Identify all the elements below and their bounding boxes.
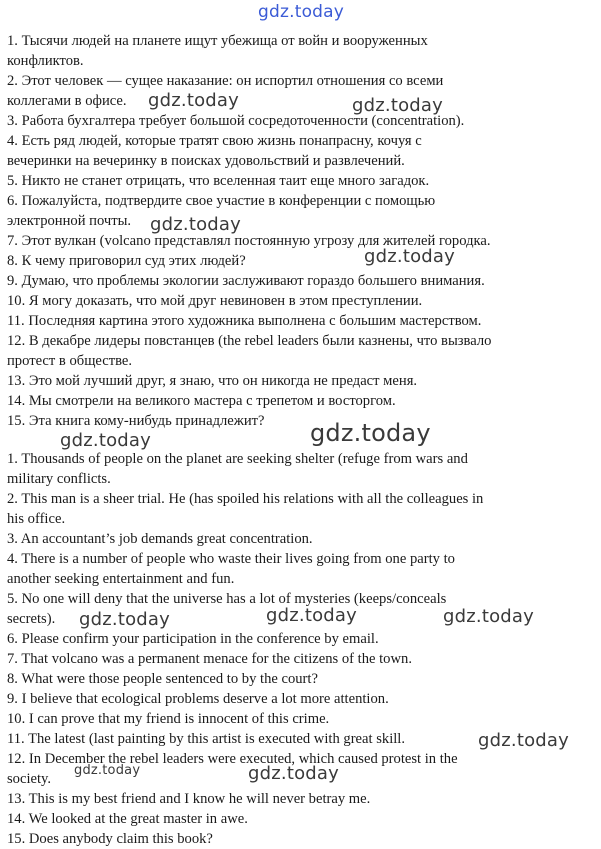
en-line: 9. I believe that ecological problems deserve a lot more attention. xyxy=(7,691,389,707)
watermark-text: gdz.today xyxy=(266,605,358,626)
watermark-text: gdz.today xyxy=(79,609,171,630)
en-line: his office. xyxy=(7,511,66,527)
watermark-text: gdz.today xyxy=(364,246,456,267)
ru-line: 5. Никто не станет отрицать, что вселенная таит еще много загадок. xyxy=(7,173,430,189)
ru-line: коллегами в офисе. xyxy=(7,93,127,109)
ru-line: 12. В декабре лидеры повстанцев (the rebel leaders были казнены, что вызвало xyxy=(7,333,492,349)
en-line: 5. No one will deny that the universe has a lot of mysteries (keeps/conceals xyxy=(7,591,447,607)
en-line: 11. The latest (last painting by this artist is executed with great skill. xyxy=(7,731,406,747)
en-line: 6. Please confirm your participation in the conference by email. xyxy=(7,631,379,647)
en-line: 7. That volcano was a permanent menace for the citizens of the town. xyxy=(7,651,412,667)
en-line: secrets). xyxy=(7,611,56,627)
watermark-text: gdz.today xyxy=(310,419,431,447)
en-line: 12. In December the rebel leaders were executed, which caused protest in the xyxy=(7,751,458,767)
en-line: 4. There is a number of people who waste their lives going from one party to xyxy=(7,551,455,567)
en-line: 13. This is my best friend and I know he will never betray me. xyxy=(7,791,371,807)
ru-line: 9. Думаю, что проблемы экологии заслуживают гораздо большего внимания. xyxy=(7,273,485,289)
ru-line: 1. Тысячи людей на планете ищут убежища от войн и вооруженных xyxy=(7,33,428,49)
ru-line: протест в обществе. xyxy=(7,353,133,369)
en-line: 2. This man is a sheer trial. He (has spoiled his relations with all the colleagues in xyxy=(7,491,484,507)
en-line: 15. Does anybody claim this book? xyxy=(7,831,213,847)
ru-line: 3. Работа бухгалтера требует большой сосредоточенности (concentration). xyxy=(7,113,465,129)
ru-line: 15. Эта книга кому-нибудь принадлежит? xyxy=(7,413,265,429)
en-line: 14. We looked at the great master in awe. xyxy=(7,811,248,827)
watermark-text: gdz.today xyxy=(74,763,141,778)
ru-line: 7. Этот вулкан (volcano представлял постоянную угрозу для жителей городка. xyxy=(7,233,491,249)
ru-line: конфликтов. xyxy=(7,53,84,69)
ru-line: 10. Я могу доказать, что мой друг невиновен в этом преступлении. xyxy=(7,293,423,309)
ru-line: 11. Последняя картина этого художника выполнена с большим мастерством. xyxy=(7,313,482,329)
watermark-text: gdz.today xyxy=(352,95,444,116)
watermark-text: gdz.today xyxy=(443,606,535,627)
en-line: another seeking entertainment and fun. xyxy=(7,571,235,587)
ru-line: 4. Есть ряд людей, которые тратят свою жизнь понапрасну, кочуя с xyxy=(7,133,422,149)
watermark-text: gdz.today xyxy=(148,90,240,111)
watermark-text: gdz.today xyxy=(60,430,152,451)
watermark-text: gdz.today xyxy=(150,214,242,235)
en-line: society. xyxy=(7,771,52,787)
ru-line: электронной почты. xyxy=(7,213,132,229)
en-line: 1. Thousands of people on the planet are seeking shelter (refuge from wars and xyxy=(7,451,468,467)
en-line: 3. An accountant’s job demands great concentration. xyxy=(7,531,313,547)
ru-line: 8. К чему приговорил суд этих людей? xyxy=(7,253,246,269)
ru-line: 2. Этот человек — сущее наказание: он испортил отношения со всеми xyxy=(7,73,444,89)
ru-line: 13. Это мой лучший друг, я знаю, что он никогда не предаст меня. xyxy=(7,373,418,389)
ru-line: вечеринки на вечеринку в поисках удовольствий и развлечений. xyxy=(7,153,405,169)
ru-line: 14. Мы смотрели на великого мастера с трепетом и восторгом. xyxy=(7,393,396,409)
en-line: 8. What were those people sentenced to by the court? xyxy=(7,671,318,687)
watermark-text: gdz.today xyxy=(248,763,340,784)
en-line: 10. I can prove that my friend is innocent of this crime. xyxy=(7,711,330,727)
header-watermark: gdz.today xyxy=(258,2,345,22)
en-line: military conflicts. xyxy=(7,471,111,487)
ru-line: 6. Пожалуйста, подтвердите свое участие в конференции с помощью xyxy=(7,193,436,209)
watermark-text: gdz.today xyxy=(478,730,570,751)
